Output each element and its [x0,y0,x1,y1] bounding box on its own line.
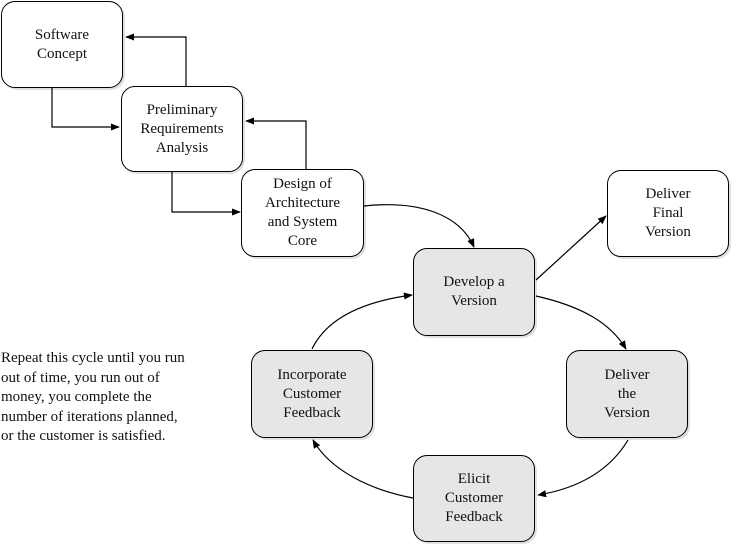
incorporate-feedback-box: Incorporate Customer Feedback [251,350,373,438]
arrow-requirements-to-design [172,172,240,212]
preliminary-requirements-box: Preliminary Requirements Analysis [121,86,243,172]
elicit-feedback-box: Elicit Customer Feedback [413,455,535,542]
arrow-concept-to-requirements [52,88,119,127]
design-architecture-box: Design of Architecture and System Core [241,169,364,257]
software-concept-box: Software Concept [1,1,123,88]
arrow-develop-to-deliver [536,296,626,349]
cycle-note: Repeat this cycle until you run out of time, you run out of money, you complete the number of iterations planned, or the customer is satisfied. [1,350,185,444]
deliver-version-box: Deliver the Version [566,350,688,438]
arrow-design-to-requirements [246,121,306,169]
arrow-design-to-develop [364,205,474,247]
arrow-incorporate-to-develop [312,295,412,349]
develop-version-box: Develop a Version [413,248,535,336]
deliver-final-version-box: Deliver Final Version [607,170,729,257]
arrow-requirements-to-concept [126,37,186,86]
arrow-deliver-to-elicit [538,440,628,495]
arrow-elicit-to-incorporate [313,440,413,498]
arrow-develop-to-final [536,216,606,280]
